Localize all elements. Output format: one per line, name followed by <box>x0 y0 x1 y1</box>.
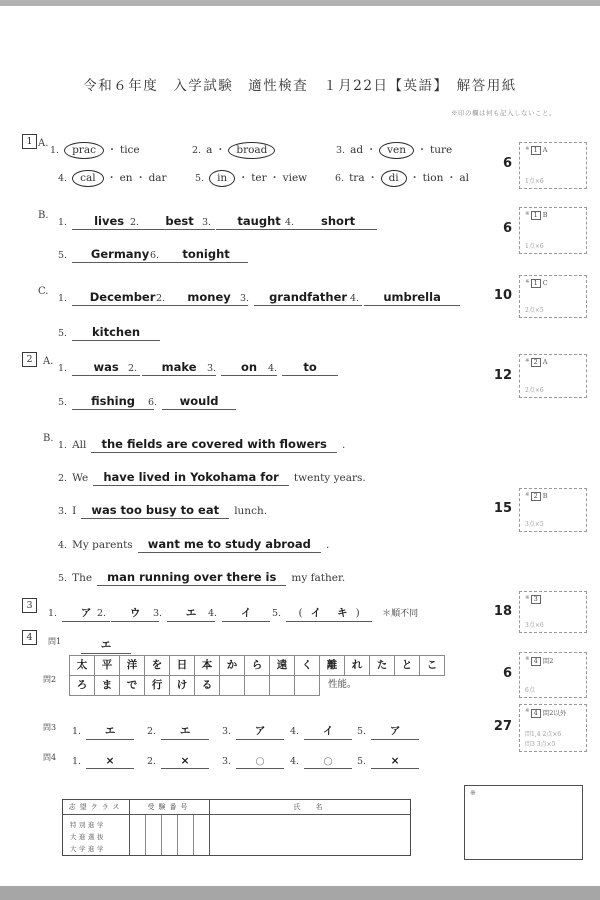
answer-value: lives <box>72 214 146 230</box>
question-number: 5. <box>357 726 367 737</box>
part-a-label: A. <box>43 356 54 367</box>
grid-cell: 遠 <box>269 655 295 676</box>
answer-value: make <box>142 360 216 376</box>
name-header: 氏 名 <box>293 803 327 811</box>
answer-item <box>290 749 352 769</box>
section4-q4-row <box>43 749 503 773</box>
question-number: 6. <box>148 397 158 408</box>
q1-label: 問1 <box>48 637 62 646</box>
points-detail: 問1,4 2点×6 <box>525 731 562 738</box>
boxed-section-number: 4 <box>531 709 541 718</box>
sentence-item <box>58 466 366 486</box>
question-number: 3. <box>222 756 232 767</box>
answer-item <box>222 719 284 740</box>
answer-item <box>97 601 159 622</box>
answer-value: kitchen <box>72 325 160 341</box>
ref-mark: ※ <box>525 656 530 662</box>
grid-cell: 本 <box>194 655 220 676</box>
question-number: 3. <box>207 363 217 374</box>
ref-mark: ※ <box>525 211 530 217</box>
sentence-item <box>58 433 345 453</box>
score-box-3 <box>519 591 587 633</box>
grid-cell: 平 <box>94 655 120 676</box>
syllable-dot: ・ <box>366 145 377 156</box>
score-value: 15 <box>493 501 512 516</box>
grid-cell: け <box>169 675 195 696</box>
grid-cell: 日 <box>169 655 195 676</box>
boxed-section-number: 1 <box>531 211 541 220</box>
q3-label: 問3 <box>43 723 57 732</box>
q2-writing-grid <box>70 655 445 696</box>
question-number: 4. <box>58 540 68 551</box>
section1c-row1 <box>38 286 498 310</box>
question-number: 4. <box>290 726 300 737</box>
grid-cell: た <box>369 655 395 676</box>
grid-cell: ら <box>244 655 270 676</box>
question-number: 2. <box>147 726 157 737</box>
sentence-suffix: twenty years. <box>293 472 366 484</box>
syllable-item <box>336 138 452 159</box>
syllable: ter <box>251 172 267 184</box>
question-number: 3. <box>336 145 346 156</box>
answer-item <box>147 749 209 769</box>
class-option: 大学進学 <box>70 845 106 853</box>
name-cell <box>210 815 410 855</box>
section2b-row <box>43 566 543 590</box>
section1c-row2 <box>38 321 498 345</box>
score-box-1b <box>519 207 587 254</box>
section3-number-box: 3 <box>22 598 37 613</box>
section1a-row1 <box>38 138 498 162</box>
ref-mark: ※ <box>525 279 530 285</box>
answer-value: エ <box>167 605 215 622</box>
answer-item <box>357 749 419 769</box>
syllable: tra <box>349 172 365 184</box>
exam-number-digit-box <box>146 815 162 855</box>
syllable-dot: ・ <box>446 173 457 184</box>
grid-row-1 <box>70 655 445 676</box>
circled-syllable: di <box>381 170 407 187</box>
score-box-1a <box>519 142 587 189</box>
score-box-4q2 <box>519 652 587 698</box>
answer-value: イ <box>222 605 270 622</box>
score-value: 6 <box>502 221 512 236</box>
syllable: tice <box>119 144 140 156</box>
grid-cell: 離 <box>319 655 345 676</box>
score-box-4other <box>519 704 587 752</box>
syllable: ad <box>350 144 364 156</box>
question-number: 6. <box>335 173 345 184</box>
answer-item <box>150 243 248 263</box>
part-letter: 問2以外 <box>542 709 567 717</box>
answer-value: ア <box>371 723 419 740</box>
answer-item <box>72 719 134 740</box>
syllable-item <box>58 166 167 187</box>
question-number: 1. <box>50 145 60 156</box>
question-number: 2. <box>192 145 202 156</box>
syllable: view <box>282 172 308 184</box>
score-value: 12 <box>493 368 512 383</box>
class-header: 志望クラス <box>63 800 130 814</box>
question-number: 3. <box>240 293 250 304</box>
answer-value: ○ <box>236 755 284 769</box>
answer-value: ア <box>62 605 110 622</box>
grid-cell: れ <box>344 655 370 676</box>
question-number: 2. <box>128 363 138 374</box>
exam-number-header: 受験番号 <box>130 800 210 814</box>
answer-pair-blank <box>286 601 372 622</box>
answer-value: have lived in Yokohama for <box>93 470 288 486</box>
sentence-item <box>58 566 345 586</box>
syllable-item <box>195 166 307 187</box>
answer-item <box>128 356 216 376</box>
part-letter: B <box>542 492 548 500</box>
syllable: a <box>206 144 213 156</box>
ref-mark: ※ <box>525 146 530 152</box>
answer-value: キ <box>337 607 348 619</box>
score-box-2b <box>519 488 587 532</box>
syllable: en <box>119 172 133 184</box>
part-b-label: B. <box>38 210 49 221</box>
points-detail: 1点×6 <box>525 178 544 185</box>
section2-number-box: 2 <box>22 352 37 367</box>
answer-value: ウ <box>111 605 159 622</box>
answer-value: want me to study abroad <box>138 537 321 553</box>
syllable-dot: ・ <box>409 173 420 184</box>
question-number: 1. <box>58 440 68 451</box>
sentence-suffix: my father. <box>291 572 346 584</box>
question-number: 1. <box>58 217 68 228</box>
part-c-label: C. <box>38 286 49 297</box>
ref-mark: ※ <box>525 358 530 364</box>
question-number: 3. <box>153 608 163 619</box>
syllable-item <box>192 138 275 159</box>
exam-number-digit-box <box>194 815 209 855</box>
question-number: 3. <box>58 506 68 517</box>
syllable-dot: ・ <box>215 145 226 156</box>
answer-item <box>148 390 236 410</box>
question-number: 5. <box>58 328 68 339</box>
sentence-suffix: . <box>325 539 330 551</box>
question-number: 5. <box>58 573 68 584</box>
circled-syllable: ven <box>379 142 414 159</box>
syllable: dar <box>148 172 167 184</box>
question-number: 5. <box>195 173 205 184</box>
grid-cell: と <box>394 655 420 676</box>
ref-mark: ※ <box>525 708 530 714</box>
answer-item <box>156 286 248 306</box>
section4-q1-row <box>43 633 243 657</box>
question-number: 6. <box>150 250 160 261</box>
scan-edge-bottom <box>0 886 600 900</box>
section1a-row2 <box>38 166 498 190</box>
sentence-item <box>58 499 267 519</box>
answer-item <box>81 633 131 654</box>
question-number: 2. <box>156 293 166 304</box>
q2-label: 問2 <box>43 675 57 684</box>
ref-mark: ※ <box>470 789 476 797</box>
sentence-prefix: All <box>72 439 87 451</box>
answer-item <box>153 601 218 622</box>
question-number: 3. <box>222 726 232 737</box>
class-option: 大進選抜 <box>70 833 106 841</box>
question-number: 1. <box>72 726 82 737</box>
sentence-prefix: We <box>72 472 89 484</box>
class-options-cell <box>63 815 130 855</box>
answer-value: tonight <box>164 247 248 263</box>
grid-cell-empty <box>294 675 320 696</box>
question-number: 1. <box>58 363 68 374</box>
examinee-info-table <box>62 799 411 856</box>
question-number: 2. <box>58 473 68 484</box>
section3-row <box>43 601 543 625</box>
points-detail: 6点 <box>525 687 535 694</box>
sentence-suffix: . <box>342 439 346 451</box>
grid-cell: く <box>294 655 320 676</box>
grid-cell-empty <box>219 675 245 696</box>
boxed-section-number: 3 <box>531 595 541 604</box>
scan-edge-top <box>0 0 600 6</box>
grid-cell: 行 <box>144 675 170 696</box>
syllable-dot: ・ <box>106 173 117 184</box>
answer-item <box>58 390 154 410</box>
grid-suffix-text: 性能。 <box>328 679 357 690</box>
boxed-section-number: 2 <box>531 358 541 367</box>
question-number: 2. <box>130 217 140 228</box>
sentence-suffix: lunch. <box>234 505 268 517</box>
score-value: 18 <box>493 604 512 619</box>
points-detail: 2点×6 <box>525 387 544 394</box>
grid-cell: ろ <box>69 675 95 696</box>
info-table-body <box>63 815 410 855</box>
grid-cell: か <box>219 655 245 676</box>
answer-value: was too busy to eat <box>81 503 229 519</box>
instruction-note: ※印の欄は何も記入しないこと。 <box>451 109 556 117</box>
info-table-header <box>63 800 410 815</box>
question-number: 5. <box>272 608 282 619</box>
answer-value: money <box>170 290 248 306</box>
exam-number-digit-box <box>178 815 194 855</box>
grid-cell: を <box>144 655 170 676</box>
page-title: 令和６年度 入学試験 適性検査 １月22日【英語】 解答用紙 <box>83 78 517 94</box>
syllable-dot: ・ <box>106 145 117 156</box>
answer-item <box>240 286 362 306</box>
points-detail: 問3 3点×5 <box>525 741 556 748</box>
syllable-dot: ・ <box>269 173 280 184</box>
points-detail: 3点×5 <box>525 521 544 528</box>
grid-cell: 太 <box>69 655 95 676</box>
question-number: 4. <box>290 756 300 767</box>
score-value: 6 <box>502 666 512 681</box>
answer-item <box>268 356 338 376</box>
question-number: 5. <box>58 397 68 408</box>
syllable-dot: ・ <box>238 173 249 184</box>
question-number: 1. <box>58 293 68 304</box>
question-number: 4. <box>350 293 360 304</box>
answer-item <box>290 719 352 740</box>
section1b-row1 <box>38 210 498 234</box>
part-b-label: B. <box>43 433 54 444</box>
answer-item <box>285 210 377 230</box>
answer-value: to <box>282 360 338 376</box>
boxed-section-number: 1 <box>531 279 541 288</box>
exam-number-cell <box>130 815 210 855</box>
part-a-label: A. <box>38 138 49 149</box>
section4-q3-row <box>43 719 503 743</box>
section1b-row2 <box>38 243 498 267</box>
grid-cell: こ <box>419 655 445 676</box>
answer-item <box>72 749 134 769</box>
syllable: ture <box>429 144 453 156</box>
answer-value: エ <box>161 723 209 740</box>
score-value: 10 <box>493 288 512 303</box>
answer-value: the fields are covered with flowers <box>91 437 336 453</box>
answer-item <box>357 719 419 740</box>
answer-item <box>350 286 460 306</box>
question-number: 2. <box>147 756 157 767</box>
part-letter: B <box>542 211 548 219</box>
section2a-row2 <box>43 390 503 414</box>
section2b-row <box>43 433 543 457</box>
sentence-prefix: My parents <box>72 539 133 551</box>
answer-value: エ <box>81 637 131 654</box>
answer-value: on <box>221 360 277 376</box>
syllable-dot: ・ <box>416 145 427 156</box>
section2a-row1 <box>43 356 503 380</box>
part-letter: A <box>542 358 548 366</box>
open-paren: ( <box>298 607 303 619</box>
question-number: 4. <box>268 363 278 374</box>
boxed-section-number: 1 <box>531 146 541 155</box>
close-paren: ) <box>355 607 360 619</box>
grid-cell-empty <box>244 675 270 696</box>
answer-value: Germany <box>72 247 168 263</box>
q4-label: 問4 <box>43 753 57 762</box>
section2b-row <box>43 499 543 523</box>
score-value: 6 <box>502 156 512 171</box>
answer-value: × <box>86 755 134 769</box>
question-number: 4. <box>285 217 295 228</box>
circled-syllable: in <box>209 170 235 187</box>
question-number: 4. <box>58 173 68 184</box>
grid-cell-empty <box>269 675 295 696</box>
section2b-row <box>43 533 543 557</box>
grid-cell: 洋 <box>119 655 145 676</box>
circled-syllable: cal <box>72 170 104 187</box>
question-number: 5. <box>357 756 367 767</box>
answer-value: × <box>161 755 209 769</box>
score-box-2a <box>519 354 587 398</box>
class-option: 特別進学 <box>70 821 106 829</box>
part-letter: C <box>542 279 548 287</box>
section2b-row <box>43 466 543 490</box>
answer-value: イ <box>310 607 322 619</box>
exam-number-digit-box <box>130 815 146 855</box>
section4-number-box: 4 <box>22 630 37 645</box>
syllable-dot: ・ <box>135 173 146 184</box>
answer-item <box>58 321 160 341</box>
question-number: 4. <box>208 608 218 619</box>
syllable: al <box>459 172 469 184</box>
syllable-item <box>50 138 140 159</box>
sentence-item <box>58 533 329 553</box>
points-detail: 3点×6 <box>525 622 544 629</box>
answer-value: grandfather <box>254 290 362 306</box>
sentence-prefix: The <box>72 572 93 584</box>
boxed-section-number: 2 <box>531 492 541 501</box>
answer-value: ア <box>236 723 284 740</box>
answer-value: best <box>144 214 215 230</box>
answer-item <box>147 719 209 740</box>
answer-value: was <box>72 360 140 376</box>
answer-value: × <box>371 755 419 769</box>
answer-value: ○ <box>304 755 352 769</box>
syllable-dot: ・ <box>367 173 378 184</box>
question-number: 1. <box>72 756 82 767</box>
grid-cell: る <box>194 675 220 696</box>
answer-item <box>208 601 270 622</box>
question-number: 1. <box>48 608 58 619</box>
answer-value: man running over there is <box>97 570 286 586</box>
answer-value: taught <box>216 214 302 230</box>
answer-value: December <box>72 290 173 306</box>
exam-number-digit-box <box>162 815 178 855</box>
part-letter: 問2 <box>542 657 554 665</box>
answer-value: umbrella <box>364 290 460 306</box>
question-number: 2. <box>97 608 107 619</box>
any-order-note: ＊順不同 <box>382 609 419 619</box>
sentence-prefix: I <box>72 505 77 517</box>
points-detail: 2点×5 <box>525 307 544 314</box>
circled-syllable: prac <box>64 142 104 159</box>
answer-item-pair <box>272 601 418 622</box>
syllable: tion <box>422 172 444 184</box>
score-value: 27 <box>493 719 512 734</box>
score-box-1c <box>519 275 587 318</box>
section1-number-box: 1 <box>22 134 37 149</box>
syllable-item <box>335 166 469 187</box>
question-number: 5. <box>58 250 68 261</box>
answer-item <box>207 356 277 376</box>
boxed-section-number: 4 <box>531 657 541 666</box>
grid-cell: ま <box>94 675 120 696</box>
circled-syllable: broad <box>228 142 275 159</box>
answer-value: イ <box>304 723 352 740</box>
ref-mark: ※ <box>525 492 530 498</box>
answer-value: would <box>162 394 236 410</box>
total-score-box <box>464 785 583 860</box>
question-number: 3. <box>202 217 212 228</box>
grid-row-2 <box>70 675 445 696</box>
answer-value: エ <box>86 723 134 740</box>
grid-cell: で <box>119 675 145 696</box>
part-letter: A <box>542 146 548 154</box>
answer-item <box>222 749 284 769</box>
answer-value: fishing <box>72 394 154 410</box>
points-detail: 1点×6 <box>525 243 544 250</box>
answer-value: short <box>299 214 377 230</box>
ref-mark: ※ <box>525 595 530 601</box>
